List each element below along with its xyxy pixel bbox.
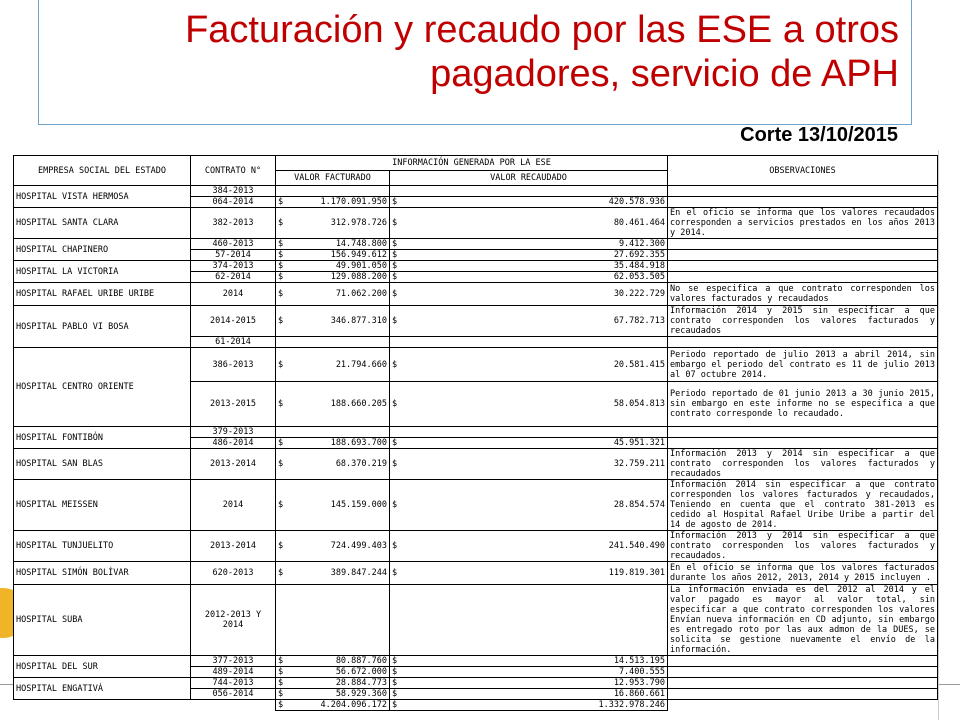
- observation: [668, 197, 938, 208]
- contract-number: 2013-2015: [191, 382, 276, 427]
- collected-value-value: 62.053.505: [613, 272, 665, 282]
- currency-symbol: $: [278, 678, 284, 688]
- collected-value: [390, 562, 668, 585]
- totals-spacer: [668, 700, 938, 711]
- billed-value: [276, 678, 390, 689]
- collected-value: [390, 689, 668, 700]
- table-row: [14, 531, 938, 562]
- currency-symbol: $: [392, 438, 398, 448]
- currency-symbol: $: [278, 218, 284, 228]
- collected-value-value: 45.951.321: [613, 438, 665, 448]
- company-name: HOSPITAL CHAPINERO: [14, 239, 191, 261]
- collected-value-value: 28.854.574: [613, 500, 665, 510]
- observation: Periodo reportado de 01 junio 2013 a 30 junio 2015, sin embargo en este informe no se especifica a que contrato corresponde lo recaudado.: [668, 382, 938, 427]
- currency-symbol: $: [392, 197, 398, 207]
- currency-symbol: $: [278, 500, 284, 510]
- currency-symbol: $: [392, 316, 398, 326]
- billed-value-value: 312.978.726: [330, 218, 387, 228]
- collected-value: [390, 337, 668, 348]
- collected-value-value: 80.461.464: [613, 218, 665, 228]
- billed-value-value: 14.748.800: [335, 239, 387, 249]
- currency-symbol: $: [392, 272, 398, 282]
- currency-symbol: $: [278, 656, 284, 666]
- billed-value-value: 156.949.612: [330, 250, 387, 260]
- billed-value: [276, 382, 390, 427]
- billing-table: [13, 155, 938, 711]
- company-name: HOSPITAL ENGATIVÁ: [14, 678, 191, 700]
- header-observaciones: OBSERVACIONES: [668, 156, 938, 186]
- billed-value: [276, 239, 390, 250]
- company-name: HOSPITAL VISTA HERMOSA: [14, 186, 191, 208]
- collected-value: [390, 239, 668, 250]
- currency-symbol: $: [392, 289, 398, 299]
- table-row: [14, 186, 938, 197]
- observation: [668, 678, 938, 689]
- billed-value: [276, 667, 390, 678]
- observation: No se especifica a que contrato corresponden los valores facturados y recaudados: [668, 283, 938, 306]
- observation: La información enviada es del 2012 al 2014 y el valor pagado es mayor al valor total, sin especificar a que contrato corresponden los valores Envían nueva información en CD adjunto, sin embargo es entregado roto por las aux admon de la DUES, se solicita se gestione nuevamente el envío de la información.: [668, 585, 938, 656]
- collected-value: [390, 438, 668, 449]
- collected-value-value: 9.412.300: [618, 239, 665, 249]
- billed-value-value: 28.884.773: [335, 678, 387, 688]
- table-row: [14, 306, 938, 337]
- collected-value-value: 241.540.490: [608, 541, 665, 551]
- collected-value: [390, 585, 668, 656]
- currency-symbol: $: [278, 689, 284, 699]
- table-row: [14, 562, 938, 585]
- collected-value: [390, 678, 668, 689]
- totals-spacer: [14, 700, 191, 711]
- collected-value: [390, 531, 668, 562]
- observation: [668, 186, 938, 197]
- observation: [668, 667, 938, 678]
- contract-number: 57-2014: [191, 250, 276, 261]
- billed-value-value: 1.170.091.950: [320, 197, 387, 207]
- collected-value-value: 30.222.729: [613, 289, 665, 299]
- table-row: [14, 261, 938, 272]
- collected-value-value: 27.692.355: [613, 250, 665, 260]
- company-name: HOSPITAL SAN BLAS: [14, 449, 191, 480]
- contract-number: 744-2013: [191, 678, 276, 689]
- billed-value: [276, 449, 390, 480]
- billed-value-value: 188.693.700: [330, 438, 387, 448]
- currency-symbol: $: [278, 261, 284, 271]
- currency-symbol: $: [278, 541, 284, 551]
- currency-symbol: $: [392, 459, 398, 469]
- billed-value-value: 49.901.050: [335, 261, 387, 271]
- total-billed: [276, 700, 390, 711]
- report-date-rest: orte 13/10/2015: [754, 124, 898, 146]
- company-name: HOSPITAL PABLO VI BOSA: [14, 306, 191, 348]
- collected-value: [390, 449, 668, 480]
- header-empresa: EMPRESA SOCIAL DEL ESTADO: [14, 156, 191, 186]
- title-box: [38, 0, 912, 125]
- billed-value: [276, 337, 390, 348]
- observation: [668, 656, 938, 667]
- collected-value-value: 16.860.661: [613, 689, 665, 699]
- collected-value: [390, 197, 668, 208]
- observation: Periodo reportado de julio 2013 a abril 2014, sin embargo el periodo del contrato es 11 de julio 2013 al 07 octubre 2014.: [668, 348, 938, 382]
- currency-symbol: $: [392, 250, 398, 260]
- collected-value-value: 67.782.713: [613, 316, 665, 326]
- billed-value: [276, 306, 390, 337]
- currency-symbol: $: [278, 316, 284, 326]
- currency-symbol: $: [392, 239, 398, 249]
- billed-value-value: 58.929.360: [335, 689, 387, 699]
- collected-value: [390, 382, 668, 427]
- currency-symbol: $: [278, 459, 284, 469]
- currency-symbol: $: [392, 700, 398, 710]
- collected-value: [390, 306, 668, 337]
- contract-number: 2012-2013 Y 2014: [191, 585, 276, 656]
- billed-value-value: 21.794.660: [335, 359, 387, 370]
- contract-number: 2014: [191, 283, 276, 306]
- company-name: HOSPITAL DEL SUR: [14, 656, 191, 678]
- collected-value-value: 12.953.790: [613, 678, 665, 688]
- company-name: HOSPITAL SIMÓN BOLÍVAR: [14, 562, 191, 585]
- table-row: [14, 208, 938, 239]
- billed-value: [276, 427, 390, 438]
- header-info: INFORMACIÓN GENERADA POR LA ESE: [276, 156, 668, 171]
- currency-symbol: $: [278, 568, 284, 578]
- contract-number: 489-2014: [191, 667, 276, 678]
- billed-value-value: 724.499.403: [330, 541, 387, 551]
- billed-value-value: 145.159.000: [330, 500, 387, 510]
- contract-number: 486-2014: [191, 438, 276, 449]
- contract-number: 064-2014: [191, 197, 276, 208]
- collected-value: [390, 283, 668, 306]
- billed-value: [276, 283, 390, 306]
- company-name: HOSPITAL MEISSEN: [14, 480, 191, 531]
- billed-value-value: 56.672.000: [335, 667, 387, 677]
- collected-value: [390, 186, 668, 197]
- currency-symbol: $: [278, 667, 284, 677]
- currency-symbol: $: [392, 689, 398, 699]
- currency-symbol: $: [278, 272, 284, 282]
- billed-value: [276, 531, 390, 562]
- collected-value-value: 420.578.936: [608, 197, 665, 207]
- billed-value: [276, 656, 390, 667]
- company-name: HOSPITAL SANTA CLARA: [14, 208, 191, 239]
- billed-value: [276, 272, 390, 283]
- contract-number: 386-2013: [191, 348, 276, 382]
- contract-number: 460-2013: [191, 239, 276, 250]
- table-row: [14, 678, 938, 689]
- observation: En el oficio se informa que los valores facturados durante los años 2012, 2013, 2014 y 2015 incluyen .: [668, 562, 938, 585]
- contract-number: 382-2013: [191, 208, 276, 239]
- collected-value: [390, 480, 668, 531]
- total-collected-value: 1.332.978.246: [598, 700, 665, 710]
- billed-value-value: 80.887.760: [335, 656, 387, 666]
- currency-symbol: $: [278, 399, 284, 409]
- billed-value: [276, 250, 390, 261]
- table-row: [14, 427, 938, 438]
- billed-value: [276, 186, 390, 197]
- currency-symbol: $: [392, 656, 398, 666]
- contract-number: 61-2014: [191, 337, 276, 348]
- company-name: HOSPITAL RAFAEL URIBE URIBE: [14, 283, 191, 306]
- currency-symbol: $: [278, 289, 284, 299]
- collected-value: [390, 667, 668, 678]
- contract-number: 2014: [191, 480, 276, 531]
- collected-value: [390, 427, 668, 438]
- observation: [668, 272, 938, 283]
- collected-value-value: 35.484.918: [613, 261, 665, 271]
- table-row: [14, 585, 938, 656]
- currency-symbol: $: [392, 500, 398, 510]
- currency-symbol: $: [392, 359, 398, 370]
- table-row: [14, 480, 938, 531]
- totals-row: [14, 700, 938, 711]
- total-collected: [390, 700, 668, 711]
- billed-value: [276, 348, 390, 382]
- currency-symbol: $: [392, 261, 398, 271]
- billed-value-value: 129.088.200: [330, 272, 387, 282]
- table-row: [14, 656, 938, 667]
- header-facturado: VALOR FACTURADO: [276, 171, 390, 186]
- billed-value-value: 389.847.244: [330, 568, 387, 578]
- decorative-side-line: [938, 150, 939, 720]
- observation: Información 2014 sin especificar a que contrato corresponden los valores facturados y recaudados, Teniendo en cuenta que el contrato 381-2013 es cedido al Hospital Rafael Uribe Uribe a partir del 14 de agosto de 2014.: [668, 480, 938, 531]
- collected-value: [390, 261, 668, 272]
- billed-value: [276, 562, 390, 585]
- currency-symbol: $: [392, 667, 398, 677]
- table-row: [14, 348, 938, 382]
- collected-value-value: 20.581.415: [613, 359, 665, 370]
- currency-symbol: $: [392, 568, 398, 578]
- report-date-initial: C: [740, 124, 755, 146]
- currency-symbol: $: [278, 250, 284, 260]
- observation: [668, 261, 938, 272]
- observation: [668, 427, 938, 438]
- observation: [668, 689, 938, 700]
- company-name: HOSPITAL FONTIBÓN: [14, 427, 191, 449]
- collected-value-value: 119.819.301: [608, 568, 665, 578]
- billed-value: [276, 585, 390, 656]
- collected-value-value: 7.400.555: [618, 667, 665, 677]
- billed-value-value: 71.062.200: [335, 289, 387, 299]
- billed-value-value: 188.660.205: [330, 399, 387, 409]
- billed-value: [276, 208, 390, 239]
- billed-value-value: 346.877.310: [330, 316, 387, 326]
- totals-spacer: [191, 700, 276, 711]
- billed-value: [276, 438, 390, 449]
- currency-symbol: $: [278, 239, 284, 249]
- contract-number: 377-2013: [191, 656, 276, 667]
- billed-value: [276, 197, 390, 208]
- observation: En el oficio se informa que los valores recaudados corresponden a servicios prestados en los años 2013 y 2014.: [668, 208, 938, 239]
- observation: [668, 239, 938, 250]
- company-name: HOSPITAL LA VICTORIA: [14, 261, 191, 283]
- table-row: [14, 449, 938, 480]
- table-row: [14, 283, 938, 306]
- table-row: [14, 239, 938, 250]
- collected-value: [390, 272, 668, 283]
- observation: Información 2013 y 2014 sin especificar a que contrato corresponden los valores facturados y recaudados: [668, 449, 938, 480]
- currency-symbol: $: [278, 700, 284, 710]
- collected-value: [390, 250, 668, 261]
- currency-symbol: $: [278, 197, 284, 207]
- report-date: [740, 124, 898, 147]
- currency-symbol: $: [278, 438, 284, 448]
- contract-number: 384-2013: [191, 186, 276, 197]
- currency-symbol: $: [392, 541, 398, 551]
- contract-number: 62-2014: [191, 272, 276, 283]
- currency-symbol: $: [278, 359, 284, 370]
- currency-symbol: $: [392, 218, 398, 228]
- contract-number: 056-2014: [191, 689, 276, 700]
- contract-number: 2014-2015: [191, 306, 276, 337]
- company-name: HOSPITAL CENTRO ORIENTE: [14, 348, 191, 427]
- header-recaudado: VALOR RECAUDADO: [390, 171, 668, 186]
- observation: [668, 250, 938, 261]
- header-contrato: CONTRATO N°: [191, 156, 276, 186]
- collected-value-value: 14.513.195: [613, 656, 665, 666]
- collected-value-value: 32.759.211: [613, 459, 665, 469]
- table-body: [14, 186, 938, 711]
- observation: [668, 337, 938, 348]
- billed-value: [276, 480, 390, 531]
- company-name: HOSPITAL SUBA: [14, 585, 191, 656]
- collected-value-value: 58.054.813: [613, 399, 665, 409]
- contract-number: 2013-2014: [191, 449, 276, 480]
- collected-value: [390, 208, 668, 239]
- billed-value-value: 68.370.219: [335, 459, 387, 469]
- contract-number: 379-2013: [191, 427, 276, 438]
- collected-value: [390, 656, 668, 667]
- contract-number: 2013-2014: [191, 531, 276, 562]
- billed-value: [276, 689, 390, 700]
- currency-symbol: $: [392, 399, 398, 409]
- total-billed-value: 4.204.096.172: [320, 700, 387, 710]
- currency-symbol: $: [392, 678, 398, 688]
- observation: Información 2014 y 2015 sin especificar a que contrato corresponden los valores facturados y recaudados: [668, 306, 938, 337]
- page-title: Facturación y recaudo por las ESE a otros pagadores, servicio de APH: [185, 9, 899, 95]
- observation: [668, 438, 938, 449]
- contract-number: 620-2013: [191, 562, 276, 585]
- billed-value: [276, 261, 390, 272]
- company-name: HOSPITAL TUNJUELITO: [14, 531, 191, 562]
- contract-number: 374-2013: [191, 261, 276, 272]
- observation: Información 2013 y 2014 sin especificar a que contrato corresponden los valores facturados y recaudados.: [668, 531, 938, 562]
- collected-value: [390, 348, 668, 382]
